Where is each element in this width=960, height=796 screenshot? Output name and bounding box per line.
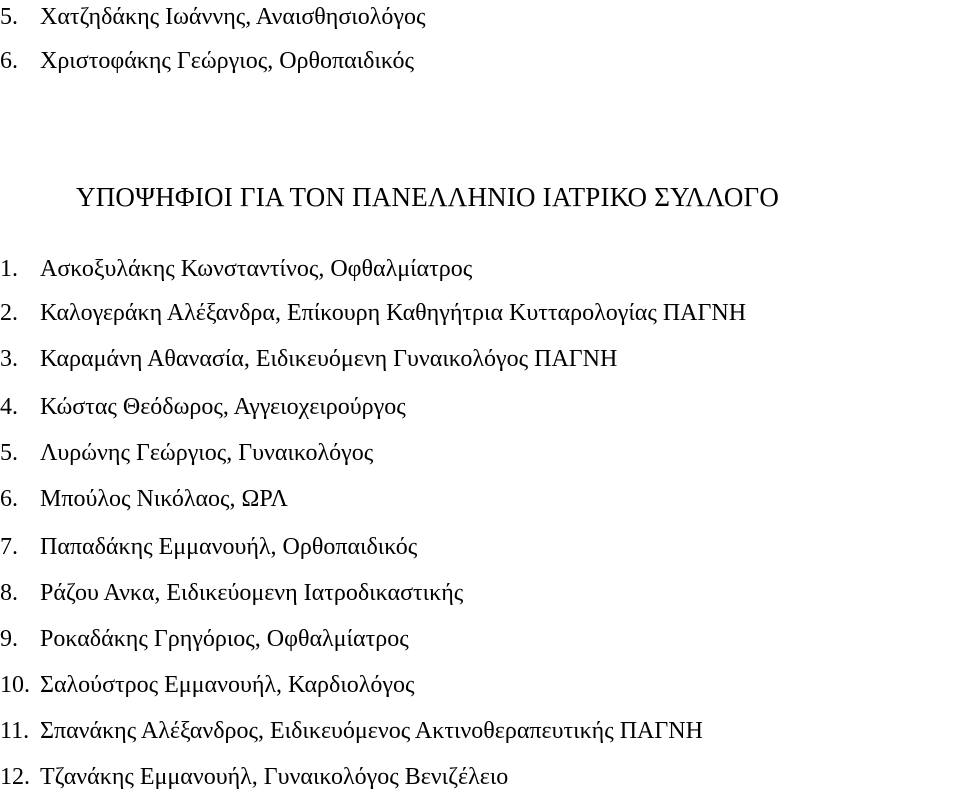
list-item-text: Σαλούστρος Εμμανουήλ, Καρδιολόγος xyxy=(40,672,415,698)
list-item xyxy=(0,298,746,328)
list-item-number: 10. xyxy=(0,672,30,698)
list-item xyxy=(0,344,617,374)
list-item-text: Παπαδάκης Εμμανουήλ, Ορθοπαιδικός xyxy=(40,534,418,560)
list-item-text: Χατζηδάκης Ιωάννης, Αναισθησιολόγος xyxy=(40,4,426,30)
list-item-text: Κώστας Θεόδωρος, Αγγειοχειρούργος xyxy=(40,394,406,420)
list-item-number: 12. xyxy=(0,764,30,790)
list-item-number: 11. xyxy=(0,718,30,744)
list-item-number: 8. xyxy=(0,580,18,606)
list-item-text: Καραμάνη Αθανασία, Ειδικευόμενη Γυναικολόγος ΠΑΓΝΗ xyxy=(40,346,618,372)
list-item xyxy=(0,254,472,284)
list-item-text: Σπανάκης Αλέξανδρος, Ειδικευόμενος Ακτινοθεραπευτικής ΠΑΓΝΗ xyxy=(40,718,703,744)
list-item xyxy=(0,484,288,514)
list-item-text: Χριστοφάκης Γεώργιος, Ορθοπαιδικός xyxy=(40,48,415,74)
section-heading: ΥΠΟΨΗΦΙΟΙ ΓΙΑ ΤΟΝ ΠΑΝΕΛΛΗΝΙΟ ΙΑΤΡΙΚΟ ΣΥΛΛΟΓΟ xyxy=(76,182,780,212)
list-item-number: 7. xyxy=(0,534,18,560)
list-item-text: Λυρώνης Γεώργιος, Γυναικολόγος xyxy=(40,440,374,466)
list-item xyxy=(0,716,703,746)
list-item-text: Ράζου Ανκα, Ειδικεύομενη Ιατροδικαστικής xyxy=(40,580,464,606)
list-item xyxy=(0,762,508,792)
list-item-text: Μπούλος Νικόλαος, ΩΡΛ xyxy=(40,486,288,512)
list-item xyxy=(0,532,417,562)
list-item-number: 9. xyxy=(0,626,18,652)
list-item-number: 1. xyxy=(0,256,18,282)
list-item-number: 6. xyxy=(0,48,18,74)
list-item xyxy=(0,46,414,76)
list-item-text: Τζανάκης Εμμανουήλ, Γυναικολόγος Βενιζέλειο xyxy=(40,764,509,790)
list-item-number: 2. xyxy=(0,300,18,326)
list-item xyxy=(0,670,415,700)
list-item-text: Καλογεράκη Αλέξανδρα, Επίκουρη Καθηγήτρια Κυτταρολογίας ΠΑΓΝΗ xyxy=(40,300,747,326)
list-item-number: 6. xyxy=(0,486,18,512)
list-item-number: 5. xyxy=(0,4,18,30)
list-item xyxy=(0,624,409,654)
list-item xyxy=(0,438,373,468)
list-item xyxy=(0,392,406,422)
list-item xyxy=(0,578,463,608)
list-item-number: 5. xyxy=(0,440,18,466)
list-item xyxy=(0,2,426,32)
list-item-number: 3. xyxy=(0,346,18,372)
list-item-text: Ασκοξυλάκης Κωνσταντίνος, Οφθαλμίατρος xyxy=(40,256,473,282)
list-item-number: 4. xyxy=(0,394,18,420)
list-item-text: Ροκαδάκης Γρηγόριος, Οφθαλμίατρος xyxy=(40,626,409,652)
